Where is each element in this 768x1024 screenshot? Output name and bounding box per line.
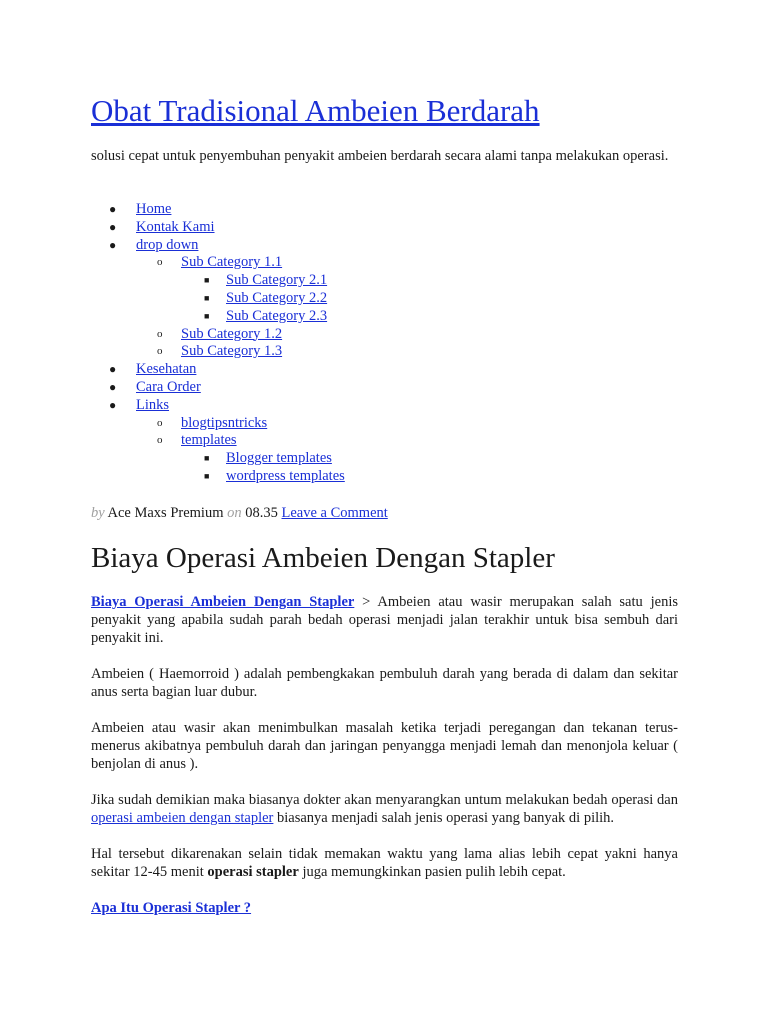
disc-bullet-icon: ● bbox=[109, 219, 117, 234]
nav-item-sub13 bbox=[91, 342, 678, 360]
nav-link-templates[interactable]: templates bbox=[181, 432, 237, 449]
paragraph-1 bbox=[91, 593, 678, 647]
circle-bullet-icon: o bbox=[157, 434, 163, 447]
square-bullet-icon: ■ bbox=[204, 275, 210, 286]
disc-bullet-icon: ● bbox=[109, 362, 117, 377]
post-meta bbox=[91, 504, 388, 522]
subheading bbox=[91, 899, 678, 917]
nav-item-sub21 bbox=[91, 271, 678, 289]
article-title-link[interactable]: Biaya Operasi Ambeien Dengan Stapler bbox=[91, 594, 355, 610]
nav-link-sub23[interactable]: Sub Category 2.3 bbox=[226, 307, 328, 324]
disc-bullet-icon: ● bbox=[109, 379, 117, 394]
paragraph-4-text-b: biasanya menjadi salah jenis operasi yang banyak di pilih. bbox=[273, 810, 615, 826]
circle-bullet-icon: o bbox=[157, 416, 163, 429]
nav-link-cara-order[interactable]: Cara Order bbox=[136, 378, 201, 395]
paragraph-5-text-a: Hal tersebut dikarenakan selain tidak memakan waktu yang lama alias lebih cepat yakni hanya sekitar 12-45 menit bbox=[91, 846, 678, 880]
circle-bullet-icon: o bbox=[157, 345, 163, 358]
subheading-link[interactable]: Apa Itu Operasi Stapler ? bbox=[91, 900, 252, 916]
paragraph-4-text-a: Jika sudah demikian maka biasanya dokter akan menyarangkan untum melakukan bedah operasi dan bbox=[91, 792, 678, 808]
disc-bullet-icon: ● bbox=[109, 397, 117, 412]
nav-link-blogger-templates[interactable]: Blogger templates bbox=[226, 450, 332, 467]
paragraph-1-text: > Ambeien atau wasir merupakan salah satu jenis penyakit yang apabila sudah parah bedah operasi menjadi jalan terakhir untuk bisa sembuh dari penyakit ini. bbox=[91, 594, 678, 646]
nav-item-sub23 bbox=[91, 307, 678, 325]
nav-item-kesehatan bbox=[91, 360, 678, 378]
site-description: solusi cepat untuk penyembuhan penyakit ambeien berdarah secara alami tanpa melakukan operasi. bbox=[91, 148, 669, 164]
nav-item-blogger-templates bbox=[91, 449, 678, 467]
post-content bbox=[91, 593, 678, 935]
nav-item-dropdown bbox=[91, 236, 678, 254]
bold-term: operasi stapler bbox=[207, 864, 299, 880]
nav-item-home bbox=[91, 200, 678, 218]
nav-link-blogtips[interactable]: blogtipsntricks bbox=[181, 414, 268, 431]
nav-link-sub12[interactable]: Sub Category 1.2 bbox=[181, 325, 283, 342]
disc-bullet-icon: ● bbox=[109, 237, 117, 252]
meta-on-label: on bbox=[227, 505, 242, 521]
circle-bullet-icon: o bbox=[157, 256, 163, 269]
nav-link-wordpress-templates[interactable]: wordpress templates bbox=[226, 467, 345, 484]
nav-item-sub12 bbox=[91, 325, 678, 343]
nav-item-links bbox=[91, 396, 678, 414]
nav-item-cara-order bbox=[91, 378, 678, 396]
post-title: Biaya Operasi Ambeien Dengan Stapler bbox=[91, 542, 555, 574]
nav-link-kontak[interactable]: Kontak Kami bbox=[136, 218, 215, 235]
nav-link-links[interactable]: Links bbox=[136, 396, 170, 413]
leave-comment-link[interactable]: Leave a Comment bbox=[281, 505, 388, 521]
nav-link-home[interactable]: Home bbox=[136, 201, 172, 217]
paragraph-2: Ambeien ( Haemorroid ) adalah pembengkakan pembuluh darah yang berada di dalam dan sekitar anus serta bagian luar dubur. bbox=[91, 666, 678, 700]
navigation-menu bbox=[91, 200, 678, 485]
paragraph-3: Ambeien atau wasir akan menimbulkan masalah ketika terjadi peregangan dan tekanan terus-menerus akibatnya pembuluh darah dan jaringan penyangga menjadi lemah dan menonjola keluar ( benjolan di anus ). bbox=[91, 720, 678, 772]
nav-link-sub22[interactable]: Sub Category 2.2 bbox=[226, 289, 328, 306]
meta-by-label: by bbox=[91, 505, 105, 521]
nav-link-dropdown[interactable]: drop down bbox=[136, 236, 199, 253]
disc-bullet-icon: ● bbox=[109, 202, 117, 216]
nav-link-sub21[interactable]: Sub Category 2.1 bbox=[226, 272, 328, 289]
nav-item-wordpress-templates bbox=[91, 467, 678, 485]
nav-item-kontak bbox=[91, 218, 678, 236]
square-bullet-icon: ■ bbox=[204, 310, 210, 321]
circle-bullet-icon: o bbox=[157, 327, 163, 340]
nav-item-blogtips bbox=[91, 414, 678, 432]
post-author: Ace Maxs Premium bbox=[107, 505, 224, 521]
nav-item-templates bbox=[91, 431, 678, 449]
paragraph-5 bbox=[91, 845, 678, 881]
stapler-operation-link[interactable]: operasi ambeien dengan stapler bbox=[91, 810, 274, 826]
nav-list bbox=[91, 200, 678, 485]
site-title-link[interactable]: Obat Tradisional Ambeien Berdarah bbox=[91, 93, 540, 128]
paragraph-4 bbox=[91, 791, 678, 827]
nav-item-sub11 bbox=[91, 253, 678, 271]
post-time: 08.35 bbox=[245, 505, 278, 521]
square-bullet-icon: ■ bbox=[204, 470, 210, 481]
paragraph-5-text-b: juga memungkinkan pasien pulih lebih cepat. bbox=[298, 864, 566, 880]
nav-item-sub22 bbox=[91, 289, 678, 307]
square-bullet-icon: ■ bbox=[204, 292, 210, 303]
square-bullet-icon: ■ bbox=[204, 453, 210, 464]
nav-link-sub11[interactable]: Sub Category 1.1 bbox=[181, 254, 283, 271]
nav-link-sub13[interactable]: Sub Category 1.3 bbox=[181, 343, 283, 360]
nav-link-kesehatan[interactable]: Kesehatan bbox=[136, 361, 197, 378]
site-title bbox=[91, 92, 540, 130]
